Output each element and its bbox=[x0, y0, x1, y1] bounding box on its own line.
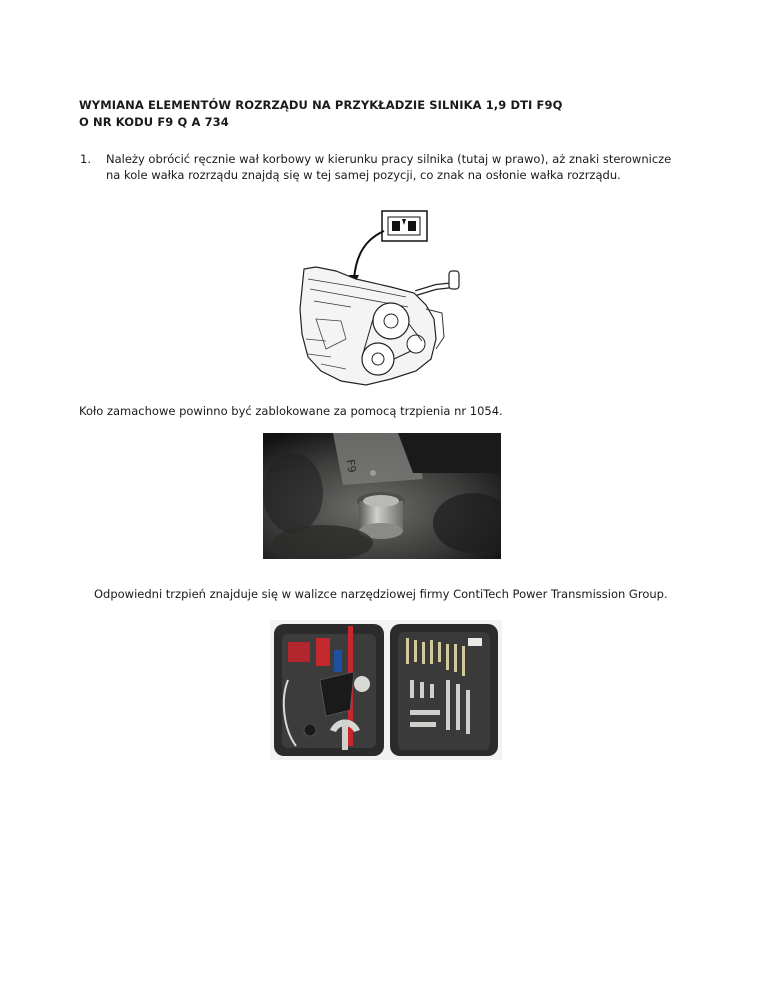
tool-case-paragraph: Odpowiedni trzpień znajduje się w walizce narzędziowej firmy ContiTech Power Transmission Group. bbox=[94, 587, 668, 601]
step-1 bbox=[80, 151, 686, 183]
step-1-text: Należy obrócić ręcznie wał korbowy w kierunku pracy silnika (tutaj w prawo), aż znaki sterownicze na kole wałka rozrządu znajdą się w tej samej pozycji, co znak na osłonie wałka rozrządu. bbox=[106, 152, 672, 182]
tool-case-photo bbox=[270, 620, 502, 760]
document-title bbox=[79, 97, 562, 131]
engine-diagram-figure bbox=[296, 209, 476, 392]
title-line-2: O NR KODU F9 Q A 734 bbox=[79, 115, 229, 129]
svg-text:F9: F9 bbox=[343, 458, 359, 474]
flywheel-paragraph: Koło zamachowe powinno być zablokowane za pomocą trzpienia nr 1054. bbox=[79, 404, 503, 418]
step-1-number: 1. bbox=[80, 152, 91, 166]
title-line-1: WYMIANA ELEMENTÓW ROZRZĄDU NA PRZYKŁADZIE SILNIKA 1,9 DTI F9Q bbox=[79, 98, 563, 112]
locking-pin-photo bbox=[263, 433, 501, 559]
